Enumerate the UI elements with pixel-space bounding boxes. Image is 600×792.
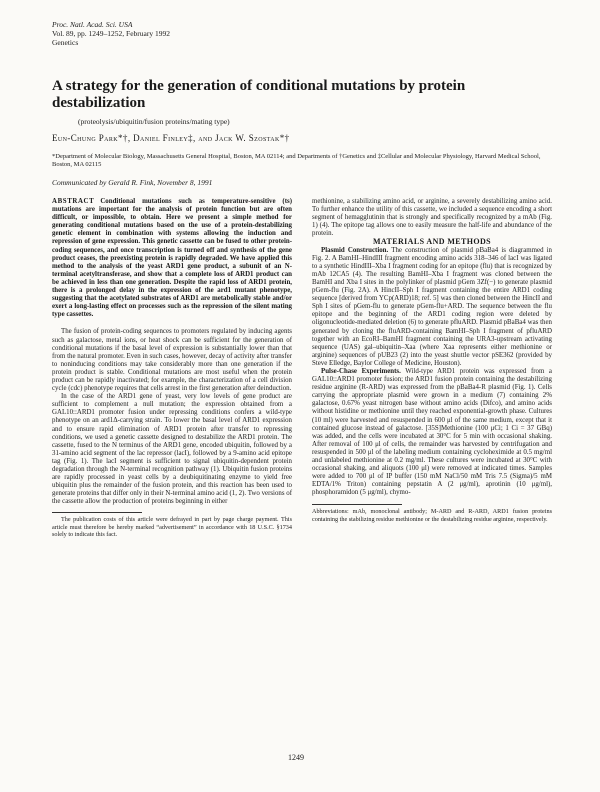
methods-subheading: Plasmid Construction. — [321, 246, 389, 254]
page-number: 1249 — [288, 753, 304, 762]
journal-volume: Vol. 89, pp. 1249–1252, February 1992 — [52, 29, 170, 38]
body-paragraph-2: In the case of the ARD1 gene of yeast, very low levels of gene product are sufficient to complement a null mutation; the expression obtained from a GAL10::ARD1 promoter fusion under repressing conditions confers a wild-type phenotype on an ard1Δ-carrying strain. To lower the basal level of ARD1 expression and to ensure rapid elimination of ARD1 protein after transfer to repressing conditions, we used a genetic cassette designed to destabilize the ARD1 protein. The cassette, fused to the N terminus of the ARD1 gene, encoded ubiquitin, followed by a 31-amino acid segment of the lac repressor (lacI), followed by a 9-amino acid epitope tag (Fig. 1). The lacI segment is sufficient to signal ubiquitin-dependent protein degradation through the N-terminal recognition pathway (1). Ubiquitin fusion proteins are rapidly processed in yeast cells by a deubiquitinating enzyme to yield free ubiquitin plus the remainder of the fusion protein, and this reaction has been used to generate proteins that differ only in their N-terminal amino acid (1, 2). Two versions of the cassette allow the production of proteins beginning in either — [52, 393, 292, 506]
section-heading: MATERIALS AND METHODS — [372, 237, 492, 247]
methods-paragraph-plasmid — [312, 247, 552, 368]
methods-text: The construction of plasmid pBaBa4 is diagrammed in Fig. 2. A BamHI–HindIII fragment encoding amino acids 318–346 of lacI was ligated to a synthetic HindIII–Xba I fragment coding for an epitope (flu) that is recognized by mAb 12CA5 (4). The resulting BamHI–Xba I fragment was cloned between the BamHI and Xba I sites in the polylinker of plasmid pGem 3Zf(−) to generate plasmid pGem-flu (Fig. 2A). A HincII–Sph I fragment containing the entire ARD1 coding sequence [derived from YCp(ARD)18; ref. 5] was then cloned between the HincII and Sph I sites of pGem-flu to generate pGem-flu+ARD. The sequence between the flu epitope and the beginning of the ARD1 coding region were deleted by oligonucleotide-mediated deletion (6) to generate pfluARD. Plasmid pBaBa4 was then generated by cloning the fluARD-containing BamHI–Sph I fragment of pfluARD together with an EcoRI–BamHI fragment containing the URA3-upstream activating sequence (UAS) gal–ubiquitin–Xaa (where Xaa represents either methionine or arginine) sequences of pUB23 (2) into the yeast shuttle vector pSE362 (provided by Steve Elledge, Baylor College of Medicine, Houston). — [312, 246, 552, 367]
body-paragraph-1: The fusion of protein-coding sequences to promoters regulated by inducing agents such as galactose, metal ions, or heat shock can be sufficient for the generation of conditional mutations if the basal level of expression is substantially lower than that from the natural promoter. Even in such cases, however, decay of activity after transfer to noninducing conditions may take considerably more than one generation if the protein product is stable. Conditional mutations are most useful when the protein product can be rapidly inactivated; for example, the characterization of a cell division cycle (cdc) phenotype requires that cells arrest in the first generation after deinduction. — [52, 328, 292, 393]
journal-header — [52, 20, 170, 47]
abbreviations-divider — [312, 504, 402, 505]
right-intro-paragraph: methionine, a stabilizing amino acid, or arginine, a severely destabilizing amino acid. To further enhance the utility of this cassette, we included a sequence encoding a short segment of hemagglutinin that is strongly and specifically recognized by a mAb (Fig. 1) (4). The epitope tag allows one to easily measure the half-life and abundance of the protein. — [312, 198, 552, 238]
abbreviations-footnote: Abbreviations: mAb, monoclonal antibody; M-ARD and R-ARD, ARD1 fusion proteins containing the stabilizing residue methionine or the destabilizing residue arginine, respectively. — [312, 508, 552, 523]
methods-paragraph-pulse-chase — [312, 368, 552, 498]
keywords: (proteolysis/ubiquitin/fusion proteins/mating type) — [78, 117, 230, 126]
journal-name: Proc. Natl. Acad. Sci. USA — [52, 20, 133, 29]
left-column — [52, 198, 292, 539]
publication-footnote: The publication costs of this article were defrayed in part by page charge payment. This article must therefore be hereby marked “advertisement” in accordance with 18 U.S.C. §1734 solely to indicate this fact. — [52, 516, 292, 539]
footnote-divider — [52, 512, 142, 513]
paper-title: A strategy for the generation of conditional mutations by protein destabilization — [52, 78, 466, 111]
abstract-text: Conditional mutations such as temperature-sensitive (ts) mutations are important for the analysis of protein function but are often difficult, or impossible, to obtain. Here we present a simple method for generating conditional mutations based on the use of a protein-destabilizing genetic element in combination with systems allowing the induction and repression of gene expression. This genetic cassette can be fused to other protein-coding sequences, and once transcription is turned off and synthesis of the gene product ceases, the preexisting protein is rapidly degraded. We have applied this method to the analysis of the yeast ARD1 gene product, a subunit of an N-terminal acetyltransferase, and show that a complete loss of ARD1 product can be achieved in less than one generation. Despite the rapid loss of ARD1 protein, there is a prolonged delay in the expression of the ard1 mutant phenotype, suggesting that the acetylated substrates of ARD1 are metabolically stable and/or exert a long-lasting effect on processes such as the repression of the silent mating type cassettes. — [52, 198, 292, 319]
journal-section: Genetics — [52, 38, 79, 47]
abstract — [52, 198, 292, 319]
methods-text: Wild-type ARD1 protein was expressed from a GAL10::ARD1 promoter fusion; the ARD1 fusion protein containing the destabilizing residue arginine (R-ARD) was expressed from the pBaBa4-R plasmid (Fig. 1). Cells carrying the appropriate plasmid were grown in a medium (7) containing 2% galactose, 0.67% yeast nitrogen base without amino acids (Difco), and amino acids without histidine or methionine until they reached exponential-growth phase. Cultures (10 ml) were harvested and resuspended in 600 μl of the same medium, except that it contained glucose instead of galactose. [35S]Methionine (100 μCi; 1 Ci = 37 GBq) was added, and the cells were incubated at 30°C for 5 min with occasional shaking. After removal of 100 μl of cells, the remainder was harvested by centrifugation and resuspended in 500 μl of the labeling medium containing cycloheximide at 0.5 mg/ml and unlabeled methionine at 0.2 mg/ml. These cultures were incubated at 30°C with occasional shaking, and aliquots (100 μl) were removed at indicated times. Samples were added to 700 μl of IP buffer (150 mM NaCl/50 mM Tris 7.5 (Sigma)/5 mM EDTA/1% Triton) containing pepstatin A (2 μg/ml), aprotinin (10 μg/ml), phosphoramidon (5 μg/ml), chymo- — [312, 367, 552, 497]
abstract-lead: ABSTRACT — [52, 198, 95, 205]
right-column — [312, 198, 552, 523]
methods-subheading: Pulse-Chase Experiments. — [321, 367, 401, 375]
affiliations: *Department of Molecular Biology, Massachusetts General Hospital, Boston, MA 02114; and Departments of †Genetics and ‡Cellular and Molecular Physiology, Harvard Medical School, Boston, MA 02115 — [52, 153, 541, 168]
communicated-by: Communicated by Gerald R. Fink, November 8, 1991 — [52, 178, 213, 187]
authors: Eun-Chung Park*†, Daniel Finley‡, and Jack W. Szostak*† — [52, 133, 290, 143]
